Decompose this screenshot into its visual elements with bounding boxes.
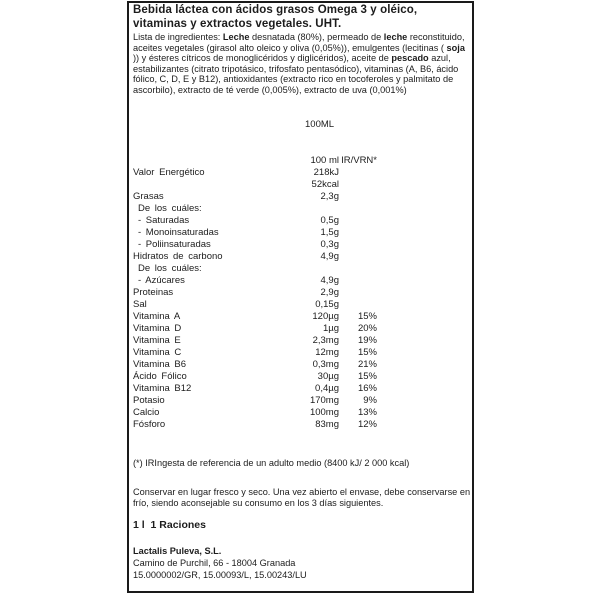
nutrition-row [133, 179, 377, 191]
nutrition-header-spacer [133, 155, 302, 167]
nutrient-ir-pct: 12% [357, 419, 377, 430]
nutrient-label: Fósforo [133, 419, 166, 430]
nutrient-value: 4,9g [320, 275, 339, 286]
ingredient-allergen: pescado [391, 53, 429, 63]
nutrition-row [133, 395, 377, 407]
nutrition-row [133, 167, 377, 179]
ingredient-text: reconstituido, aceites vegetales (girasol alto oleico y oliva (0,05%)), emulgentes (lecitinas ( [133, 32, 465, 53]
nutrient-label: - Monoinsaturadas [138, 227, 219, 238]
manufacturer-block [133, 546, 471, 581]
nutrient-ir-pct [339, 251, 377, 263]
nutrient-label: Sal [133, 299, 147, 310]
nutrient-label: De los cuáles: [138, 263, 202, 274]
nutrient-label: Vitamina E [133, 335, 181, 346]
ingredient-allergen: Leche [222, 32, 250, 42]
ingredient-allergen: leche [383, 32, 408, 42]
nutrient-ir-pct [339, 215, 377, 227]
nutrition-row [133, 287, 377, 299]
nutrient-label: Vitamina A [133, 311, 181, 322]
nutrient-label: De los cuáles: [138, 203, 202, 214]
nutrition-row [133, 251, 377, 263]
nutrient-value: 0,4µg [315, 383, 339, 394]
nutrition-header-row [133, 155, 377, 167]
reference-intake-footnote: (*) IRIngesta de referencia de un adulto medio (8400 kJ/ 2 000 kcal) [133, 458, 410, 468]
nutrient-ir-pct [339, 299, 377, 311]
nutrient-ir-pct [339, 227, 377, 239]
nutrition-header-ir: IR/VRN* [341, 155, 377, 166]
nutrition-row [133, 191, 377, 203]
nutrient-label: Ácido Fólico [133, 371, 187, 382]
nutrient-label: Calcio [133, 407, 160, 418]
nutrient-ir-pct: 15% [357, 347, 377, 358]
ingredient-allergen: soja [446, 42, 465, 53]
nutrient-ir-pct [339, 275, 377, 287]
nutrition-row [133, 347, 377, 359]
servings-info: 1 l 1 Raciones [133, 519, 206, 531]
nutrient-value: 4,9g [320, 251, 339, 262]
nutrient-value: 100mg [309, 407, 339, 418]
nutrition-row [133, 263, 377, 275]
manufacturer-name: Lactalis Puleva, S.L. [133, 546, 222, 556]
nutrient-label: Vitamina B12 [133, 383, 192, 394]
nutrient-ir-pct [339, 179, 377, 191]
nutrient-value [302, 263, 339, 275]
nutrient-label: - Poliinsaturadas [138, 239, 211, 250]
nutrient-label: Hidratos de carbono [133, 251, 223, 262]
nutrient-label: Potasio [133, 395, 165, 406]
nutrition-row [133, 371, 377, 383]
nutrient-ir-pct [339, 287, 377, 299]
nutrient-value: 0,15g [315, 299, 339, 310]
manufacturer-registry: 15.0000002/GR, 15.00093/L, 15.00243/LU [133, 569, 307, 580]
nutrient-ir-pct: 15% [357, 311, 377, 322]
nutrient-ir-pct: 21% [357, 359, 377, 370]
ingredients-text [133, 32, 470, 95]
nutrient-label: Valor Energético [133, 167, 205, 178]
nutrient-value: 52kcal [311, 179, 339, 190]
nutrient-label: Vitamina B6 [133, 359, 187, 370]
nutrient-ir-pct [339, 203, 377, 215]
label-box [127, 1, 474, 593]
ingredient-text: )) y ésteres cítricos de monoglicéridos y diglicéridos), aceite de [133, 53, 392, 63]
nutrient-ir-pct: 15% [357, 371, 377, 382]
nutrient-value: 12mg [315, 347, 339, 358]
nutrient-ir-pct: 13% [357, 407, 377, 418]
nutrition-table [133, 155, 377, 431]
nutrition-row [133, 311, 377, 323]
nutrient-ir-pct: 20% [357, 323, 377, 334]
nutrient-ir-pct: 16% [357, 383, 377, 394]
ingredient-text: desnatada (80%), permeado de [249, 32, 384, 42]
nutrient-value: 83mg [315, 419, 339, 430]
nutrient-value [302, 203, 339, 215]
nutrient-value: 170mg [309, 395, 339, 406]
nutrient-value: 1µg [322, 323, 339, 334]
nutrition-row [133, 323, 377, 335]
nutrition-row [133, 239, 377, 251]
nutrient-value: 0,3mg [312, 359, 339, 370]
nutrient-label: Proteinas [133, 287, 174, 298]
nutrition-row [133, 419, 377, 431]
nutrition-rows [133, 167, 377, 431]
nutrient-value: 0,3g [320, 239, 339, 250]
nutrition-row [133, 203, 377, 215]
nutrition-row [133, 383, 377, 395]
nutrient-value: 0,5g [320, 215, 339, 226]
nutrient-ir-pct [339, 167, 377, 179]
nutrient-value: 120µg [312, 311, 339, 322]
nutrient-value: 1,5g [320, 227, 339, 238]
storage-instructions: Conservar en lugar fresco y seco. Una vez abierto el envase, debe conservarse en frío, siendo aconsejable su consumo en los 3 días siguientes. [133, 487, 471, 508]
nutrient-ir-pct [339, 263, 377, 275]
ingredient-text: azul, estabilizantes (citrato tripotásico, trifosfato pentasódico), vitaminas (A, B6, ácido fólico, C, D, E y B12), antioxidantes (extracto rico en tocoferoles y palmitato de ascorbilo), extracto de té verde (0,005%), extracto de uva (0,001%) [133, 53, 459, 95]
nutrient-ir-pct: 19% [357, 335, 377, 346]
product-title: Bebida láctea con ácidos grasos Omega 3 y oléico, vitaminas y extractos vegetales. UHT. [133, 4, 418, 30]
nutrient-ir-pct [339, 191, 377, 203]
nutrient-ir-pct [339, 239, 377, 251]
serving-size: 100ML [305, 119, 335, 130]
ingredient-text: Lista de ingredientes: [133, 32, 223, 42]
nutrient-ir-pct: 9% [363, 395, 377, 406]
nutrient-label [133, 179, 302, 191]
nutrient-value: 30µg [317, 371, 339, 382]
nutrition-header-amount: 100 ml [310, 155, 339, 166]
nutrient-value: 218kJ [313, 167, 339, 178]
nutrition-row [133, 215, 377, 227]
nutrient-label: - Azúcares [138, 275, 185, 286]
nutrient-value: 2,3mg [312, 335, 339, 346]
nutrition-row [133, 227, 377, 239]
nutrition-row [133, 335, 377, 347]
manufacturer-address: Camino de Purchil, 66 - 18004 Granada [133, 557, 296, 568]
nutrition-row [133, 275, 377, 287]
nutrient-label: Grasas [133, 191, 164, 202]
nutrient-value: 2,9g [320, 287, 339, 298]
nutrient-label: Vitamina D [133, 323, 182, 334]
nutrition-row [133, 359, 377, 371]
nutrient-label: Vitamina C [133, 347, 182, 358]
nutrition-row [133, 407, 377, 419]
nutrition-row [133, 299, 377, 311]
nutrient-label: - Saturadas [138, 215, 190, 226]
nutrient-value: 2,3g [320, 191, 339, 202]
